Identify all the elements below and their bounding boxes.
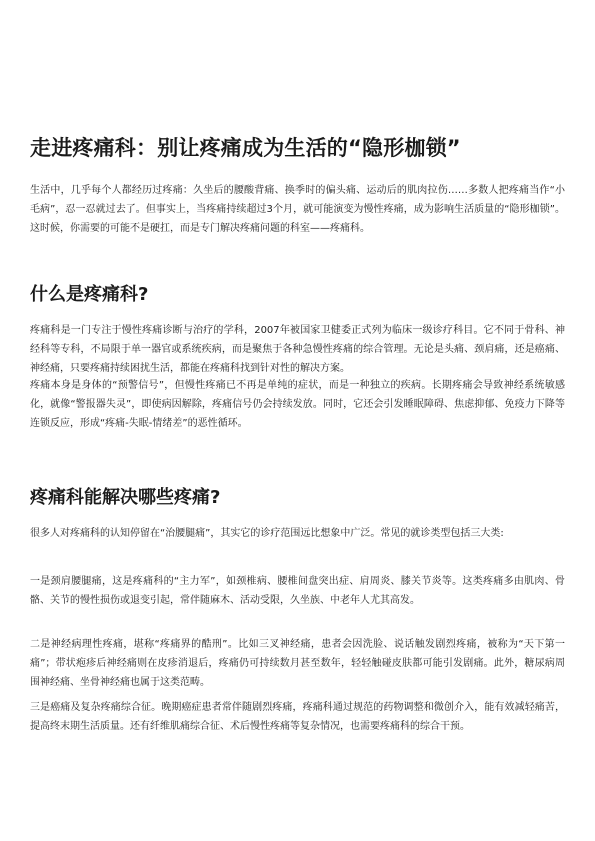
paragraph-scope-cancer: 三是癌痛及复杂疼痛综合征。晚期癌症患者常伴随剧烈疼痛，疼痛科通过规范的药物调整和微创介入，能有效减轻痛苦，提高终末期生活质量。还有纤维肌痛综合征、术后慢性疼痛等复杂情况，也需要疼痛科的综合干预。	[30, 702, 565, 732]
section-heading-what-is: 什么是疼痛科?	[30, 284, 149, 305]
paragraph-scope-musculoskeletal: 一是颈肩腰腿痛，这是疼痛科的“主力军”，如颈椎病、腰椎间盘突出症、肩周炎、膝关节炎等。这类疼痛多由肌肉、骨骼、关节的慢性损伤或退变引起，常伴随麻木、活动受限，久坐族、中老年人尤其高发。	[30, 576, 565, 606]
article-title: 走进疼痛科：别让疼痛成为生活的“隐形枷锁”	[30, 136, 461, 160]
intro-paragraph: 生活中，几乎每个人都经历过疼痛：久坐后的腰酸背痛、换季时的偏头痛、运动后的肌肉拉伤……多数人把疼痛当作“小毛病”，忍一忍就过去了。但事实上，当疼痛持续超过3个月，就可能演变为慢性疼痛，成为影响生活质量的“隐形枷锁”。这时候，你需要的可能不是硬扛，而是专门解决疼痛问题的科室——疼痛科。	[30, 185, 565, 234]
paragraph-definition: 疼痛科是一门专注于慢性疼痛诊断与治疗的学科，2007年被国家卫健委正式列为临床一级诊疗科目。它不同于骨科、神经科等专科，不局限于单一器官或系统疾病，而是聚焦于各种急慢性疼痛的综合管理。无论是头痛、颈肩痛，还是癌痛、神经痛，只要疼痛持续困扰生活，都能在疼痛科找到针对性的解决方案。	[30, 325, 565, 374]
paragraph-scope-neuropathic: 二是神经病理性疼痛，堪称“疼痛界的酷刑”。比如三叉神经痛，患者会因洗脸、说话触发剧烈疼痛，被称为“天下第一痛”；带状疱疹后神经痛则在皮疹消退后，疼痛仍可持续数月甚至数年，轻轻触碰皮肤都可能引发剧痛。此外，糖尿病周围神经痛、坐骨神经痛也属于这类范畴。	[30, 639, 565, 688]
section-heading-scope: 疼痛科能解决哪些疼痛?	[30, 487, 221, 508]
paragraph-scope-intro: 很多人对疼痛科的认知停留在“治腰腿痛”，其实它的诊疗范围远比想象中广泛。常见的就诊类型包括三大类:	[30, 528, 504, 539]
paragraph-chronic-pain: 疼痛本身是身体的“预警信号”，但慢性疼痛已不再是单纯的症状，而是一种独立的疾病。长期疼痛会导致神经系统敏感化，就像“警报器失灵”，即使病因解除，疼痛信号仍会持续发放。同时，它还会引发睡眠障碍、焦虑抑郁、免疫力下降等连锁反应，形成“疼痛-失眠-情绪差”的恶性循环。	[30, 380, 565, 429]
